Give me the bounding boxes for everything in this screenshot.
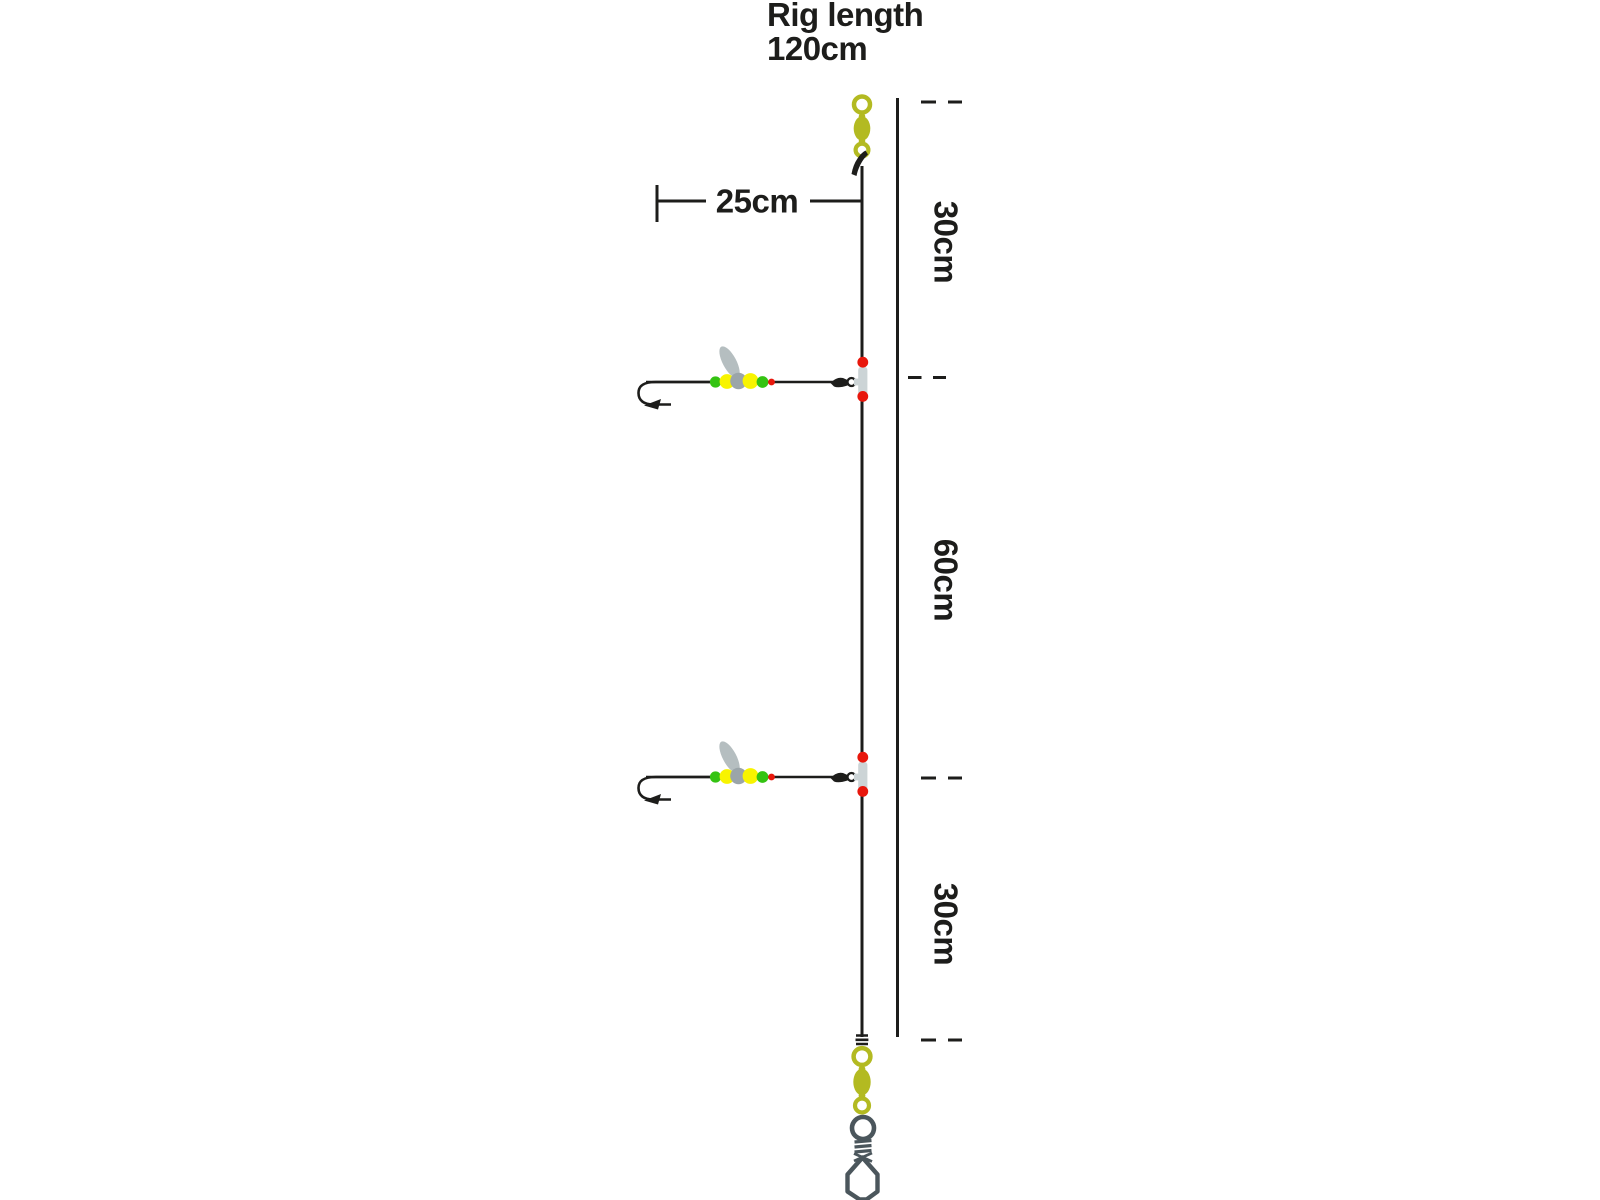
swivel-eye-top: [854, 1048, 871, 1065]
rig-title-line2: 120cm: [767, 30, 868, 67]
swivel-barrel: [853, 1069, 870, 1095]
line-work: [657, 98, 962, 1040]
rig-title-line1: Rig length: [767, 0, 924, 33]
section-label-top: 30cm: [927, 200, 965, 284]
snap-link-eye: [852, 1117, 874, 1139]
bottom-line-wraps-icon: [856, 1036, 869, 1045]
snood-length-label: 25cm: [715, 182, 799, 220]
swivel-eye-top: [854, 97, 870, 113]
swivel-barrel: [854, 116, 871, 140]
snood-1: [639, 343, 869, 409]
snap-link-icon: [848, 1117, 878, 1200]
section-label-middle: 60cm: [927, 538, 965, 622]
diagram-labels: [716, 0, 965, 965]
section-label-bottom: 30cm: [927, 882, 965, 966]
top-swivel-icon: [854, 97, 871, 157]
snap-link-hex-clip: [848, 1158, 878, 1200]
snap-link-wraps: [855, 1141, 872, 1153]
swivel-eye-bottom: [855, 1099, 869, 1113]
snood-2: [639, 738, 869, 804]
bottom-swivel-icon: [853, 1048, 870, 1112]
